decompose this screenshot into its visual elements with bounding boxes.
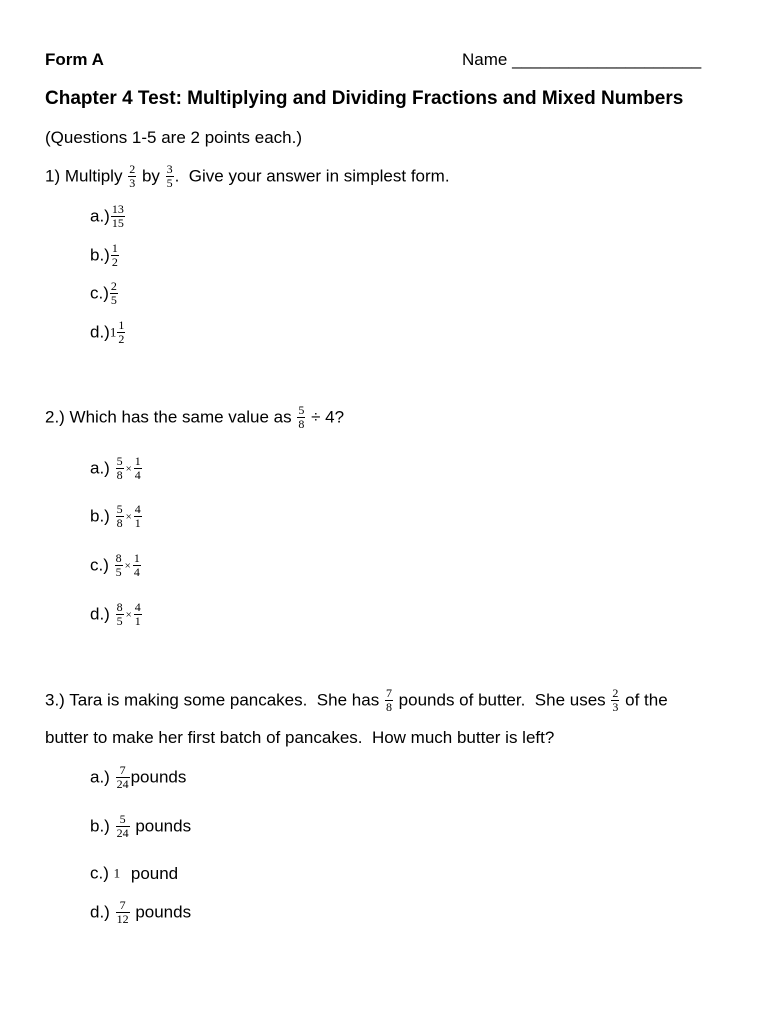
name-field[interactable]: Name ____________________ (462, 50, 702, 69)
q1-option-b-fraction: $\frac{1}{2}$ (111, 241, 118, 269)
q1-fraction-1: $\frac{2}{3}$ (129, 162, 136, 190)
q3-option-c-whole: 1 (113, 865, 121, 881)
q3-mid: pounds of butter. She uses (398, 690, 606, 710)
q3-option-d-fraction: $\frac{7}{12}$ (116, 898, 129, 926)
q2-fraction: $\frac{5}{8}$ (298, 403, 305, 431)
q1-option-a[interactable]: a.) $\frac{13}{15}$ (90, 202, 124, 230)
q3-option-b[interactable]: b.) $\frac{5}{24}$ pounds (90, 812, 192, 840)
q2-option-d-fraction-1: $\frac{8}{5}$ (116, 600, 123, 628)
q3-suffix: of the (625, 690, 668, 710)
q3-option-d[interactable]: d.) $\frac{7}{12}$ pounds (90, 898, 192, 926)
q1-suffix: . Give your answer in simplest form. (174, 166, 450, 186)
q2-prefix: 2.) Which has the same value as (45, 407, 292, 427)
q2-option-d-fraction-2: $\frac{4}{1}$ (134, 600, 141, 628)
q2-option-a-fraction-1: $\frac{5}{8}$ (116, 454, 123, 482)
q3-option-b-fraction: $\frac{5}{24}$ (116, 812, 129, 840)
q3-prefix: 3.) Tara is making some pancakes. She has (45, 690, 380, 710)
q3-fraction-1: $\frac{7}{8}$ (385, 686, 392, 714)
q1-option-d-fraction: $\frac{1}{2}$ (118, 318, 125, 346)
q3-option-c[interactable]: c.) 1 pound (90, 863, 179, 883)
q3-fraction-2: $\frac{2}{3}$ (612, 686, 619, 714)
form-label: Form A (45, 50, 104, 69)
q1-mid: by (141, 166, 160, 186)
q2-option-b-fraction-1: $\frac{5}{8}$ (116, 502, 123, 530)
points-note: (Questions 1-5 are 2 points each.) (45, 128, 303, 147)
q2-option-c[interactable]: c.) $\frac{8}{5}$ × $\frac{1}{4}$ (90, 551, 140, 579)
times-sign: × (124, 559, 131, 572)
q2-option-c-fraction-2: $\frac{1}{4}$ (133, 551, 140, 579)
q2-option-c-fraction-1: $\frac{8}{5}$ (115, 551, 122, 579)
times-sign: × (125, 608, 132, 621)
question-2 (45, 404, 344, 431)
question-3-line-2: butter to make her first batch of pancakes. How much butter is left? (45, 728, 555, 747)
q1-option-c[interactable]: c.) $\frac{2}{5}$ (90, 279, 117, 307)
times-sign: × (125, 510, 132, 523)
q1-option-a-fraction: $\frac{13}{15}$ (111, 202, 124, 230)
q2-suffix: ÷ 4? (311, 407, 345, 427)
q2-option-a-fraction-2: $\frac{1}{4}$ (134, 454, 141, 482)
q1-option-b[interactable]: b.) $\frac{1}{2}$ (90, 241, 118, 269)
q2-option-b-fraction-2: $\frac{4}{1}$ (134, 502, 141, 530)
page-title: Chapter 4 Test: Multiplying and Dividing Fractions and Mixed Numbers (45, 88, 684, 109)
q3-option-a[interactable]: a.) $\frac{7}{24}$ pounds (90, 763, 187, 791)
q1-fraction-2: $\frac{3}{5}$ (166, 162, 173, 190)
question-3 (45, 687, 668, 714)
question-1 (45, 163, 450, 190)
q1-option-d[interactable]: d.)1 $\frac{1}{2}$ (90, 318, 125, 346)
q1-prefix: 1) Multiply (45, 166, 123, 186)
q1-option-d-whole: 1 (109, 324, 117, 340)
q3-option-a-fraction: $\frac{7}{24}$ (116, 763, 129, 791)
times-sign: × (125, 462, 132, 475)
q1-option-c-fraction: $\frac{2}{5}$ (110, 279, 117, 307)
q2-option-d[interactable]: d.) $\frac{8}{5}$ × $\frac{4}{1}$ (90, 600, 141, 628)
q2-option-a[interactable]: a.) $\frac{5}{8}$ × $\frac{1}{4}$ (90, 454, 141, 482)
q2-option-b[interactable]: b.) $\frac{5}{8}$ × $\frac{4}{1}$ (90, 502, 141, 530)
